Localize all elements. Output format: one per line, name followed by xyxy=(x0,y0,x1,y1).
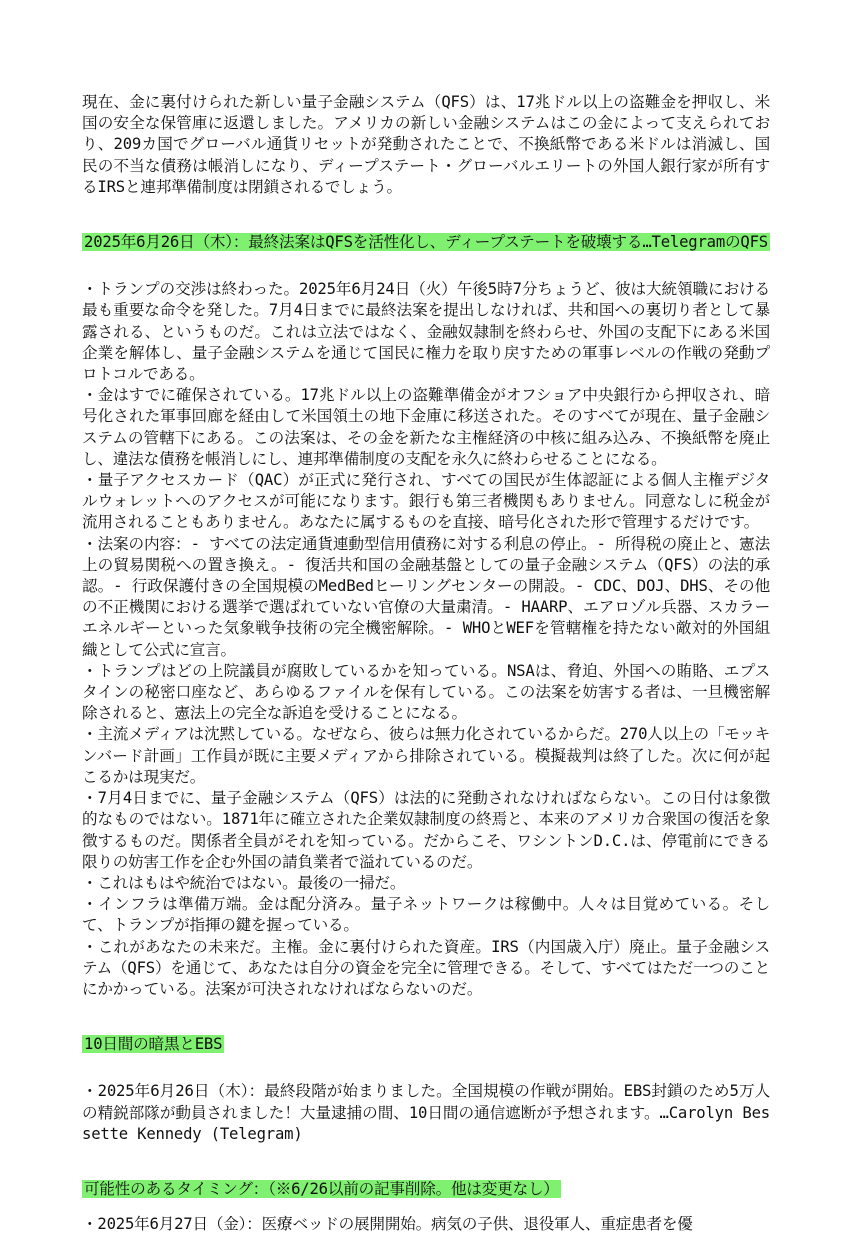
bullet-item: ・2025年6月26日（木）：最終段階が始まりました。全国規模の作戦が開始。EBS封鎖のため5万人の精鋭部隊が動員されました！大量逮捕の間、10日間の通信遮断が予想されます。…Carolyn Bessette Kennedy (Telegram) xyxy=(82,1082,770,1143)
section-qfs-body xyxy=(82,279,770,1000)
bullet-item: ・これはもはや統治ではない。最後の一掃だ。 xyxy=(82,873,406,892)
bullet-item: ・金はすでに確保されている。17兆ドル以上の盗難準備金がオフショア中央銀行から押収され、暗号化された軍事回廊を経由して米国領土の地下金庫に移送された。そのすべてが現在、量子金融システムの管轄下にある。この法案は、その金を新たな主権経済の中核に組み込み、不換紙幣を廃止し、違法な債務を帳消しにし、連邦準備制度の支配を永久に終わらせることになる。 xyxy=(82,386,770,468)
bullet-item: ・これがあなたの未来だ。主権。金に裏付けられた資産。IRS（内国歳入庁）廃止。量子金融システム（QFS）を通じて、あなたは自分の資金を完全に管理できる。そして、すべてはただ一つのことにかかっている。法案が可決されなければならないのだ。 xyxy=(82,937,770,998)
section-timing-body xyxy=(82,1214,770,1235)
section-ebs-body xyxy=(82,1081,770,1145)
bullet-item: ・2025年6月27日（金）：医療ベッドの展開開始。病気の子供、退役軍人、重症患者を優 xyxy=(82,1215,693,1234)
section-heading-qfs xyxy=(82,232,770,253)
section-heading-timing xyxy=(82,1179,770,1200)
section-heading-ebs xyxy=(82,1034,770,1055)
section-heading-timing-text: 可能性のあるタイミング：（※6/26以前の記事削除。他は変更なし） xyxy=(84,1179,559,1198)
bullet-item: ・量子アクセスカード（QAC）が正式に発行され、すべての国民が生体認証による個人主権デジタルウォレットへのアクセスが可能になります。銀行も第三者機関もありません。同意なしに税金が流用されることもありません。あなたに属するものを直接、暗号化された形で管理するだけです。 xyxy=(82,471,770,532)
section-heading-qfs-text: 2025年6月26日（木）：最終法案はQFSを活性化し、ディープステートを破壊する…TelegramのQFS xyxy=(84,233,768,252)
bullet-item: ・主流メディアは沈黙している。なぜなら、彼らは無力化されているからだ。270人以上の「モッキンバード計画」工作員が既に主要メディアから排除されている。模擬裁判は終了した。次に何が起こるかは現実だ。 xyxy=(82,725,770,786)
bullet-item: ・トランプはどの上院議員が腐敗しているかを知っている。NSAは、脅迫、外国への賄賂、エプスタインの秘密口座など、あらゆるファイルを保有している。この法案を妨害する者は、一旦機密解除されると、憲法上の完全な訴追を受けることになる。 xyxy=(82,661,770,723)
spacer xyxy=(82,198,770,232)
document-page xyxy=(82,92,770,1235)
bullet-item: ・7月4日までに、量子金融システム（QFS）は法的に発動されなければならない。この日付は象徴的なものではない。1871年に確立された企業奴隷制度の終焉と、本来のアメリカ合衆国の復活を象徴するものだ。関係者全員がそれを知っている。だからこそ、ワシントンD.C.は、停電前にできる限りの妨害工作を企む外国の請負業者で溢れているのだ。 xyxy=(82,789,770,871)
bullet-item: ・インフラは準備万端。金は配分済み。量子ネットワークは稼働中。人々は目覚めている。そして、トランプが指揮の鍵を握っている。 xyxy=(82,895,770,935)
spacer xyxy=(82,1055,770,1081)
spacer xyxy=(82,1200,770,1214)
bullet-item: ・法案の内容：- すべての法定通貨連動型信用債務に対する利息の停止。- 所得税の廃止と、憲法上の貿易関税への置き換え。- 復活共和国の金融基盤としての量子金融システム（QFS）の法的承認。- 行政保護付きの全国規模のMedBedヒーリングセンターの開設。- CDC、DOJ、DHS、その他の不正機関における選挙で選ばれていない官僚の大量粛清。- HAARP、エアロゾル兵器、スカラーエネルギーといった気象戦争技術の完全機密解除。- WHOとWEFを管轄権を持たない敵対的外国組織として公式に宣言。 xyxy=(82,534,770,659)
spacer xyxy=(82,1000,770,1034)
section-heading-ebs-text: 10日間の暗黒とEBS xyxy=(84,1035,223,1054)
intro-paragraph: 現在、金に裏付けられた新しい量子金融システム（QFS）は、17兆ドル以上の盗難金を押収し、米国の安全な保管庫に返還しました。アメリカの新しい金融システムはこの金によって支えられており、209カ国でグローバル通貨リセットが発動されたことで、不換紙幣である米ドルは消滅し、国民の不当な債務は帳消しになり、ディープステート・グローバルエリートの外国人銀行家が所有するIRSと連邦準備制度は閉鎖されるでしょう。 xyxy=(82,93,770,196)
spacer xyxy=(82,1145,770,1179)
spacer xyxy=(82,253,770,279)
bullet-item: ・トランプの交渉は終わった。2025年6月24日（火）午後5時7分ちょうど、彼は大統領職における最も重要な命令を発した。7月4日までに最終法案を提出しなければ、共和国への裏切り者として暴露される、というものだ。これは立法ではなく、金融奴隷制を終わらせ、外国の支配下にある米国企業を解体し、量子金融システムを通じて国民に権力を取り戻すための軍事レベルの作戦の発動プロトコルである。 xyxy=(82,280,770,384)
